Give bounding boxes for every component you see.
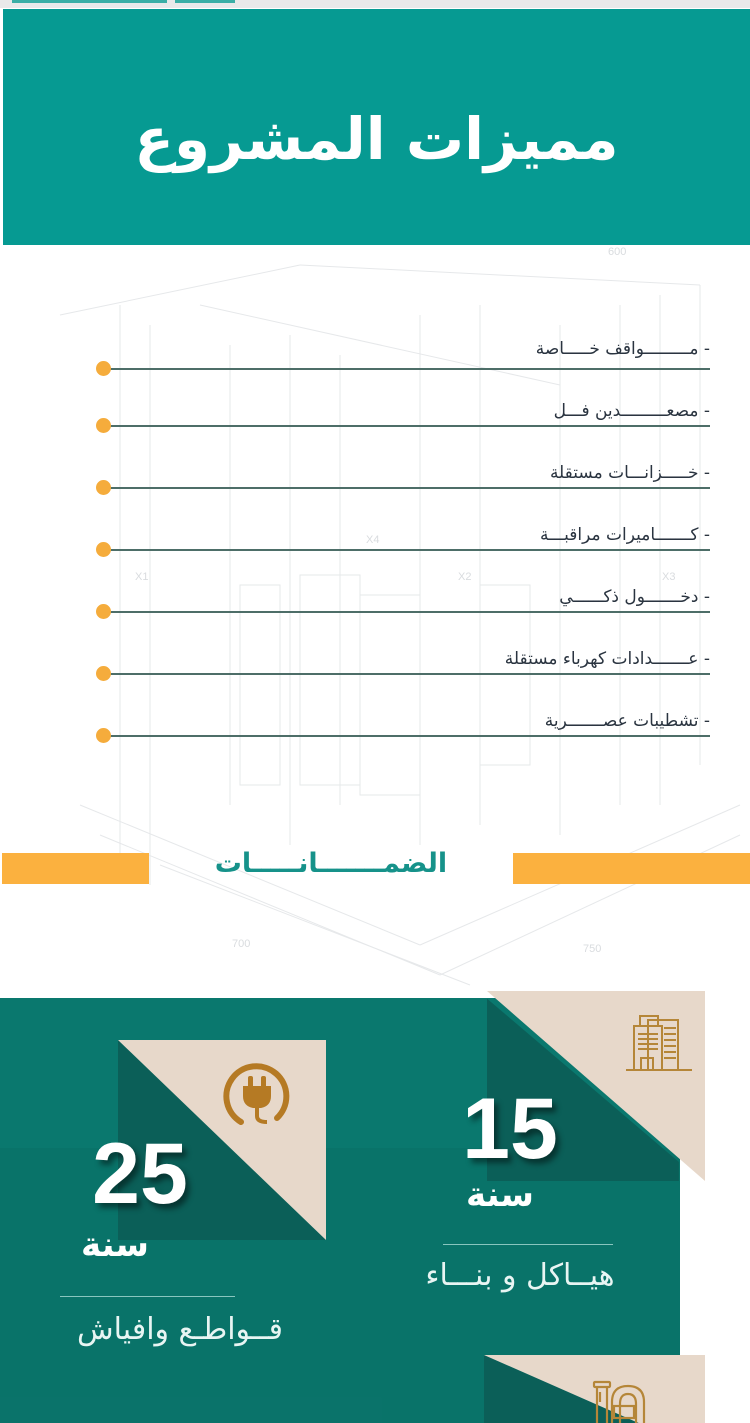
pipe-icon [590,1380,656,1423]
top-strip [0,0,750,8]
card-divider [443,1244,613,1245]
feature-item [0,397,750,437]
feature-underline [104,673,710,675]
svg-text:X2: X2 [458,571,472,583]
bullet-dot-icon [96,480,111,495]
card-divider [60,1296,235,1297]
feature-item [0,583,750,623]
feature-underline [104,735,710,737]
feature-item [0,707,750,747]
guarantees-bar-right [513,853,750,884]
svg-text:X3: X3 [662,571,676,583]
bullet-dot-icon [96,418,111,433]
svg-text:X1: X1 [135,571,149,583]
building-icon [624,1010,694,1074]
page-title: مميزات المشروع [134,105,619,173]
feature-label: - دخـــــــول ذكــــــي [559,587,710,607]
guarantee-label: قــواطـع وافياش [77,1312,283,1347]
feature-label: - مصعـــــــــدين فـــل [553,401,710,421]
feature-item [0,645,750,685]
svg-text:600: 600 [608,246,627,258]
feature-label: - عـــــــدادات كهرباء مستقلة [504,649,710,669]
feature-item [0,459,750,499]
feature-underline [104,549,710,551]
feature-item [0,521,750,561]
feature-item [0,335,750,375]
guarantees-title: الضمـــــــانـــــات [214,848,448,879]
top-strip-segment [12,0,167,3]
feature-label: - مـــــــــواقف خـــــاصة [535,339,710,359]
guarantee-years-number: 25 [92,1126,188,1222]
feature-underline [104,487,710,489]
feature-label: - خـــــزانـــات مستقلة [549,463,710,483]
svg-text:X4: X4 [366,534,380,546]
feature-underline [104,611,710,613]
feature-label: - كـــــــاميرات مراقبـــة [540,525,710,545]
feature-label: - تشطيبات عصـــــــرية [544,711,710,731]
guarantee-label: هيــاكل و بنـــاء [425,1258,615,1293]
bullet-dot-icon [96,361,111,376]
bullet-dot-icon [96,666,111,681]
bullet-dot-icon [96,604,111,619]
header-banner [3,9,750,245]
guarantee-years-number: 15 [462,1081,558,1177]
plug-icon [221,1058,295,1132]
bullet-dot-icon [96,728,111,743]
guarantees-bar-left [2,853,149,884]
guarantee-years-unit: سنة [466,1175,534,1215]
top-strip-segment [175,0,235,3]
svg-text:700: 700 [232,938,251,950]
feature-underline [104,425,710,427]
svg-text:750: 750 [583,943,602,955]
feature-underline [104,368,710,370]
bullet-dot-icon [96,542,111,557]
guarantee-years-unit: سنة [81,1225,149,1265]
